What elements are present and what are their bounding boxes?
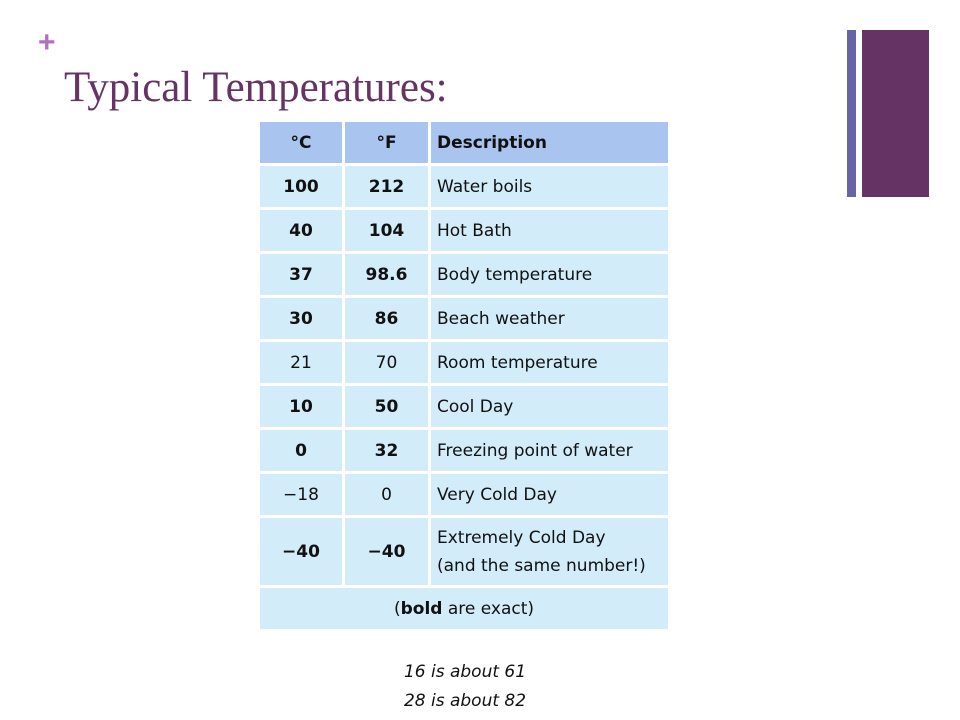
description-line: (and the same number!): [437, 555, 646, 576]
fahrenheit-cell: 212: [345, 166, 428, 207]
fahrenheit-cell: 104: [345, 210, 428, 251]
note-open: (: [393, 598, 401, 619]
table-footer-row: [260, 588, 668, 629]
table-row: [260, 430, 668, 471]
approximation-note: 16 is about 61: [403, 662, 527, 682]
description-cell: Very Cold Day: [431, 474, 668, 515]
table-row: [260, 474, 668, 515]
fahrenheit-cell: 0: [345, 474, 428, 515]
description-line: Extremely Cold Day: [437, 527, 606, 548]
fahrenheit-cell: 98.6: [345, 254, 428, 295]
note-bold-word: bold: [400, 598, 443, 619]
celsius-cell: 40: [260, 210, 342, 251]
table-row: [260, 166, 668, 207]
table-row: [260, 254, 668, 295]
decorative-thin-bar: [847, 30, 856, 197]
celsius-cell: −40: [260, 518, 342, 585]
table-row: [260, 298, 668, 339]
approximation-note: 28 is about 82: [403, 691, 527, 711]
description-cell: Room temperature: [431, 342, 668, 383]
header-fahrenheit: °F: [345, 122, 428, 163]
table-row: [260, 210, 668, 251]
celsius-cell: 10: [260, 386, 342, 427]
description-cell: [431, 518, 668, 585]
slide-title: Typical Temperatures:: [64, 64, 448, 111]
decorative-wide-bar: [862, 30, 929, 197]
celsius-cell: 37: [260, 254, 342, 295]
description-cell: Freezing point of water: [431, 430, 668, 471]
celsius-cell: 30: [260, 298, 342, 339]
header-celsius: °C: [260, 122, 342, 163]
table-row: [260, 518, 668, 585]
description-cell: Beach weather: [431, 298, 668, 339]
celsius-cell: 21: [260, 342, 342, 383]
fahrenheit-cell: 86: [345, 298, 428, 339]
description-cell: Cool Day: [431, 386, 668, 427]
fahrenheit-cell: −40: [345, 518, 428, 585]
fahrenheit-cell: 70: [345, 342, 428, 383]
temperature-table: [257, 119, 671, 632]
exact-values-note: [260, 588, 668, 629]
header-description: Description: [431, 122, 668, 163]
plus-bullet-icon: +: [38, 26, 56, 59]
description-cell: Hot Bath: [431, 210, 668, 251]
table-row: [260, 386, 668, 427]
celsius-cell: −18: [260, 474, 342, 515]
celsius-cell: 100: [260, 166, 342, 207]
fahrenheit-cell: 32: [345, 430, 428, 471]
note-rest: are exact): [442, 598, 535, 619]
table-header-row: [260, 122, 668, 163]
celsius-cell: 0: [260, 430, 342, 471]
approximation-notes: [352, 658, 578, 716]
description-cell: Body temperature: [431, 254, 668, 295]
description-cell: Water boils: [431, 166, 668, 207]
fahrenheit-cell: 50: [345, 386, 428, 427]
table-row: [260, 342, 668, 383]
